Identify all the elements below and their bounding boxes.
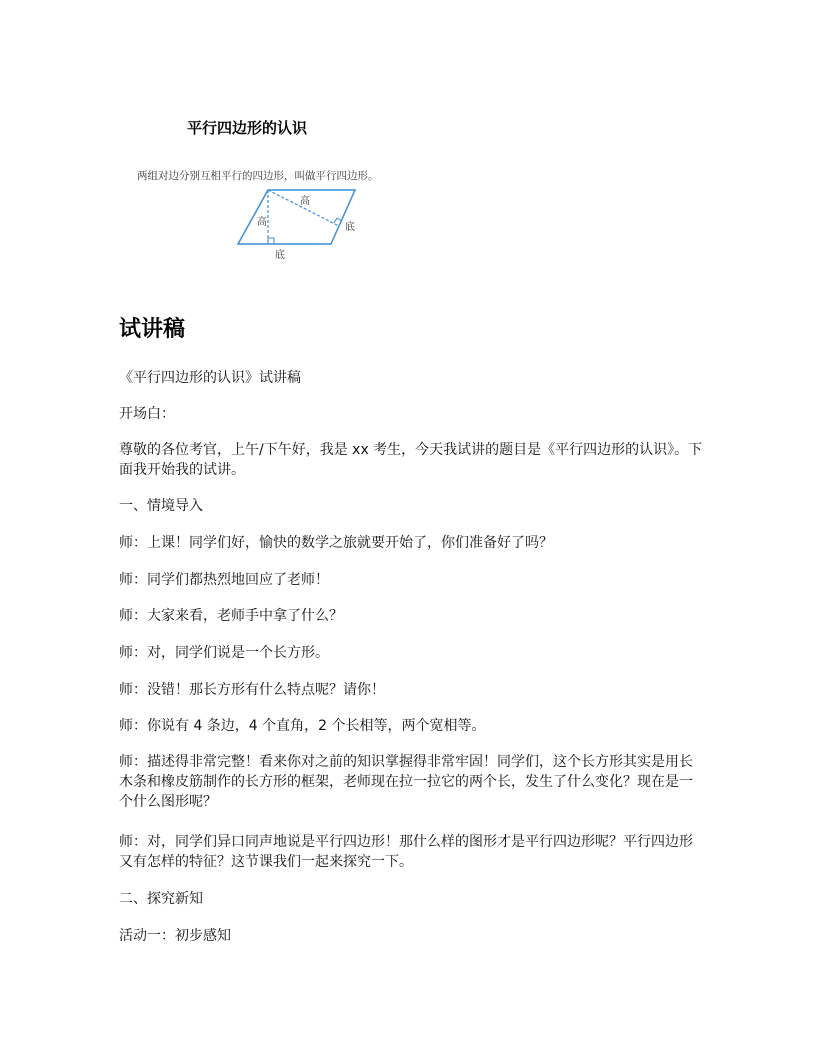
dialogue-paragraph-long: 师：描述得非常完整！看来你对之前的知识掌握得非常牢固！同学们，这个长方形其实是用长木条和橡皮筋制作的长方形的框架，老师现在拉一拉它的两个长，发生了什么变化？现在是一个什么图形呢？ [119, 754, 693, 810]
paragraph-greeting: 尊敬的各位考官，上午/下午好，我是 xx 考生，今天我试讲的题目是《平行四边形的认识》。下面我开始我的试讲。 [119, 442, 703, 478]
dialogue-line: 师：上课！同学们好，愉快的数学之旅就要开始了，你们准备好了吗？ [119, 535, 553, 551]
parallelogram-figure [132, 160, 422, 270]
dialogue-line: 师：同学们都热烈地回应了老师！ [119, 572, 329, 588]
dialogue-line: 师：没错！那长方形有什么特点呢？请你！ [119, 682, 385, 698]
parallelogram-diagram [132, 160, 422, 270]
label-height-diagonal: 高 [300, 196, 310, 207]
activity-heading: 活动一：初步感知 [119, 928, 231, 944]
figure-caption: 两组对边分别互相平行的四边形，叫做平行四边形。 [137, 170, 379, 182]
paragraph-title: 《平行四边形的认识》试讲稿 [119, 370, 301, 386]
label-base-right: 底 [345, 222, 355, 233]
top-title: 平行四边形的认识 [187, 119, 308, 137]
dialogue-paragraph: 师：对，同学们异口同声地说是平行四边形！那什么样的图形才是平行四边形呢？平行四边形又有怎样的特征？这节课我们一起来探究一下。 [119, 834, 693, 870]
dialogue-line: 师：对，同学们说是一个长方形。 [119, 645, 329, 661]
paragraph-opening: 开场白： [119, 406, 175, 422]
section-explore-heading: 二、探究新知 [119, 891, 203, 907]
section-intro-heading: 一、情境导入 [119, 498, 203, 514]
dialogue-line: 师：大家来看，老师手中拿了什么？ [119, 608, 343, 624]
section-heading: 试讲稿 [119, 317, 186, 342]
parallelogram-shape [238, 190, 355, 244]
label-base-bottom: 底 [275, 250, 285, 261]
right-angle-mark-bottom [268, 238, 274, 244]
label-height-left: 高 [257, 217, 267, 228]
dialogue-line: 师：你说有 4 条边，4 个直角，2 个长相等，两个宽相等。 [119, 718, 486, 734]
